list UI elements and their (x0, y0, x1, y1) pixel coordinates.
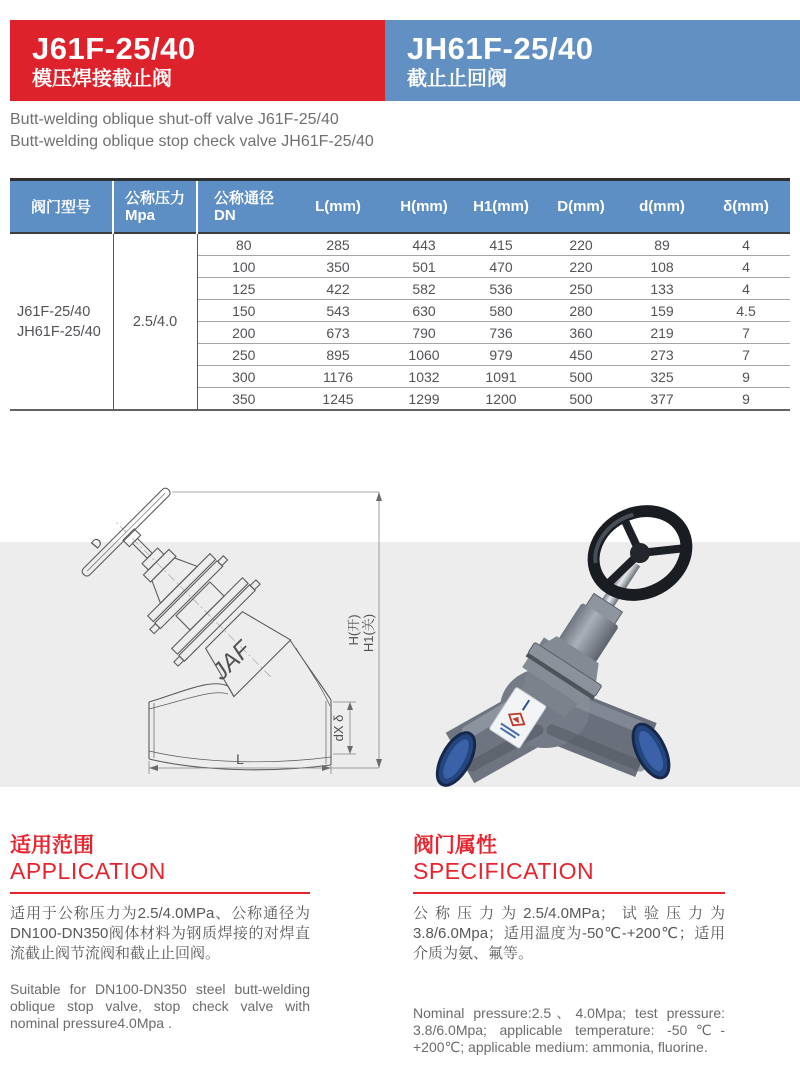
application-title-en: APPLICATION (10, 858, 166, 884)
application-title-cn: 适用范围 (10, 834, 94, 857)
dim-cell: 450 (540, 344, 622, 366)
specification-title-rule (413, 892, 725, 894)
model-cell (10, 233, 113, 410)
dim-cell: 1299 (408, 390, 440, 407)
dim-cell: 125 (197, 278, 290, 300)
handwheel (579, 495, 701, 611)
valve-product-photo (420, 478, 760, 808)
flange-bolt (150, 624, 160, 634)
banner-left-red (10, 20, 385, 101)
specification-section (413, 833, 725, 1056)
dim-cell: 736 (462, 322, 540, 344)
col-header-d: d(mm) (622, 180, 702, 234)
dim-cell: 273 (622, 344, 702, 366)
dim-cell: 7 (702, 322, 790, 344)
dim-cell: 220 (540, 256, 622, 278)
header-row (10, 180, 790, 234)
dim-cell: 250 (540, 278, 622, 300)
dim-cell: 536 (462, 278, 540, 300)
dim-cell: 1060 (386, 344, 462, 366)
flange-bolt (218, 556, 228, 566)
dim-cell: 790 (386, 322, 462, 344)
banner (10, 20, 800, 101)
specification-body-cn: 公称压力为2.5/4.0MPa；试验压力为3.8/6.0Mpa；适用温度为-50℃-+200℃；适用介质为氨、氟等。 (413, 905, 725, 962)
dim-cell: 250 (197, 344, 290, 366)
dim-arrow (376, 759, 382, 768)
banner-right-blue (385, 20, 800, 101)
col-header-D: D(mm) (540, 180, 622, 234)
dim-cell: 280 (540, 300, 622, 322)
dim-arrow (347, 746, 353, 754)
label-height-closed: H1(关) (361, 613, 376, 653)
col-header-H: H(mm) (386, 180, 462, 234)
dim-cell: 9 (702, 366, 790, 388)
model-line: J61F-25/40 (17, 303, 91, 320)
dim-cell: 9 (742, 390, 750, 407)
dim-cell: 159 (622, 300, 702, 322)
dim-cell: 422 (290, 278, 386, 300)
dim-cell: 350 (290, 256, 386, 278)
valve-technical-drawing (0, 478, 390, 810)
model-right-name-cn: 截止止回阀 (407, 68, 507, 90)
body-inner-line (296, 648, 330, 706)
dim-cell: 220 (540, 233, 622, 256)
col-header-H1: H1(mm) (462, 180, 540, 234)
model-left-name-cn: 模压焊接截止阀 (32, 68, 172, 90)
dim-cell: 470 (462, 256, 540, 278)
description-line: Butt-welding oblique shut-off valve J61F-25/40 (10, 111, 339, 128)
body-top-right-edge (290, 640, 331, 700)
dim-cell: 219 (622, 322, 702, 344)
dim-cell: 1176 (290, 366, 386, 388)
dim-cell: 4.5 (702, 300, 790, 322)
col-header-dn (197, 180, 290, 234)
application-body-cn: 适用于公称压力为2.5/4.0MPa、公称通径为DN100-DN350阀体材料为钢质焊接的对焊直流截止阀节流阀和截止止回阀。 (10, 905, 310, 962)
dim-cell: 979 (462, 344, 540, 366)
model-line: JH61F-25/40 (17, 323, 101, 340)
flange-bolt (174, 656, 184, 666)
dim-cell: 1032 (386, 366, 462, 388)
dim-cell: 580 (462, 300, 540, 322)
dim-cell: 415 (462, 233, 540, 256)
label-height-open: H(开) (346, 614, 361, 646)
dim-cell: 300 (197, 366, 290, 388)
label-wheel-diameter: D (87, 534, 106, 552)
label-wall-thickness: dX δ (331, 714, 346, 742)
dim-cell: 133 (622, 278, 702, 300)
dim-cell: 4 (702, 256, 790, 278)
table-row (10, 233, 790, 256)
model-left: J61F-25/40 (32, 31, 196, 66)
dim-cell: 582 (386, 278, 462, 300)
spec-table-body (10, 233, 790, 410)
banner-description (10, 109, 374, 153)
col-header-model: 阀门型号 (10, 180, 113, 234)
specification-title-cn: 阀门属性 (413, 834, 497, 857)
dim-cell: 895 (290, 344, 386, 366)
specification-title-en: SPECIFICATION (413, 858, 595, 884)
label-length: L (236, 751, 244, 767)
dim-cell: 443 (386, 233, 462, 256)
dim-cell: 200 (197, 322, 290, 344)
dim-arrow (149, 765, 158, 771)
dim-cell: 500 (569, 390, 593, 407)
specification-body-en: Nominal pressure:2.5、4.0Mpa; test pressure: 3.8/6.0Mpa; applicable temperature: -50℃-+200℃; applicable medium: ammonia, fluorine. (413, 1005, 725, 1055)
dim-arrow (347, 702, 353, 710)
dim-cell: 1200 (485, 390, 517, 407)
pressure-header-cn: 公称压力 (124, 189, 185, 207)
dim-cell: 80 (197, 233, 290, 256)
dim-cell: 673 (290, 322, 386, 344)
col-header-delta: δ(mm) (702, 180, 790, 234)
dim-cell: 501 (386, 256, 462, 278)
application-body-en: Suitable for DN100-DN350 steel butt-welding oblique stop valve, stop check valve with nominal pressure4.0Mpa . (10, 981, 310, 1031)
spec-table-wrap (10, 178, 790, 411)
dim-cell: 4 (702, 233, 790, 256)
dim-cell: 350 (232, 390, 256, 407)
dim-cell: 543 (290, 300, 386, 322)
model-right: JH61F-25/40 (407, 31, 594, 66)
dim-cell: 89 (622, 233, 702, 256)
application-title-rule (10, 892, 310, 894)
spec-table (10, 178, 790, 411)
dn-header-cn: 公称通径 (213, 189, 274, 207)
dn-header-unit: DN (213, 206, 236, 224)
col-header-pressure (113, 180, 197, 234)
dim-cell: 1091 (462, 366, 540, 388)
application-section (10, 833, 310, 1032)
dim-cell: 150 (197, 300, 290, 322)
dim-cell: 377 (650, 390, 674, 407)
pressure-header-unit: Mpa (124, 206, 155, 224)
pressure-cell: 2.5/4.0 (113, 233, 197, 410)
description-line: Butt-welding oblique stop check valve JH61F-25/40 (10, 133, 374, 150)
dim-cell: 500 (540, 366, 622, 388)
label-brand: JAF (207, 636, 257, 686)
dim-cell: 360 (540, 322, 622, 344)
dim-cell: 7 (702, 344, 790, 366)
dim-arrow (376, 492, 382, 501)
dim-cell: 285 (290, 233, 386, 256)
body-inner-line (149, 693, 228, 709)
dim-cell: 630 (386, 300, 462, 322)
dim-cell: 100 (197, 256, 290, 278)
dim-cell: 108 (622, 256, 702, 278)
dim-cell: 325 (622, 366, 702, 388)
dim-cell: 1245 (322, 390, 354, 407)
flange-bolt (250, 580, 260, 590)
spec-table-head (10, 180, 790, 234)
col-header-L: L(mm) (290, 180, 386, 234)
dim-cell: 4 (702, 278, 790, 300)
